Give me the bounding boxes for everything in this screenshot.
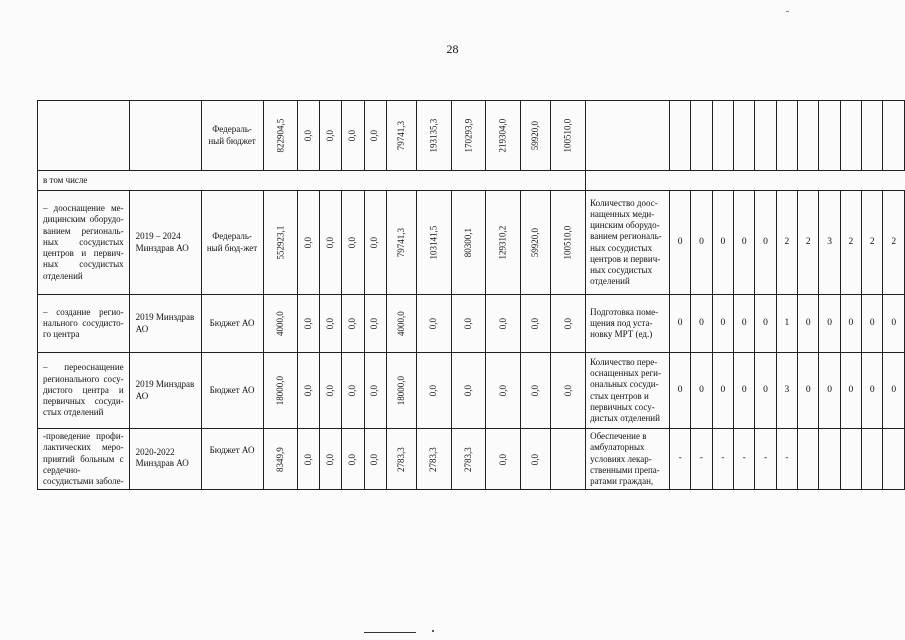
target-value — [734, 101, 755, 171]
funding-source: Федераль-ный бюд-жет — [201, 191, 263, 295]
target-value — [712, 101, 733, 171]
target-value: 0 — [691, 295, 712, 353]
funding-value — [342, 101, 364, 171]
section-label: в том числе — [38, 171, 586, 191]
target-value: 0 — [712, 353, 733, 429]
funding-value-text: 0,0 — [347, 384, 358, 397]
funding-value-text: 0,0 — [303, 236, 314, 249]
funding-value-text: 4000,0 — [395, 311, 406, 336]
funding-value — [320, 429, 342, 490]
funding-value-text: 80300,1 — [462, 227, 473, 258]
funding-value — [342, 191, 364, 295]
funding-value-text: 0,0 — [325, 317, 336, 330]
funding-value-text: 2783,3 — [462, 446, 473, 472]
table-row — [38, 171, 905, 191]
target-value — [883, 429, 905, 490]
funding-value — [551, 353, 586, 429]
target-value — [840, 101, 861, 171]
funding-value-text: 0,0 — [325, 129, 336, 142]
funding-value-text: 0,0 — [462, 317, 473, 330]
funding-value-text: 170293,9 — [462, 118, 473, 153]
funding-value-text: 59920,0 — [530, 120, 541, 151]
target-value: 0 — [883, 353, 905, 429]
target-value: 3 — [776, 353, 797, 429]
funding-value — [416, 191, 451, 295]
funding-value — [486, 353, 521, 429]
footer-mark — [432, 630, 434, 632]
target-value: 0 — [798, 353, 819, 429]
target-value — [862, 429, 883, 490]
target-value: 0 — [798, 295, 819, 353]
target-value: - — [712, 429, 733, 490]
funding-value — [451, 101, 486, 171]
target-value: 0 — [691, 353, 712, 429]
funding-value-text: 0,0 — [347, 453, 358, 465]
funding-value-text: 0,0 — [347, 317, 358, 330]
table-row — [38, 295, 905, 353]
target-value: 0 — [883, 295, 905, 353]
target-value: 3 — [819, 191, 840, 295]
target-value: 0 — [755, 353, 776, 429]
funding-value — [451, 353, 486, 429]
funding-value — [451, 429, 486, 490]
funding-value-text: 0,0 — [369, 453, 380, 465]
target-value — [691, 101, 712, 171]
target-value: 0 — [691, 191, 712, 295]
funding-value — [551, 429, 586, 490]
funding-value — [342, 353, 364, 429]
funding-value — [386, 429, 416, 490]
funding-value — [364, 353, 386, 429]
funding-value-text: 2783,3 — [428, 446, 439, 472]
target-value: 0 — [669, 191, 690, 295]
target-value: 0 — [862, 295, 883, 353]
funding-value-text: 0,0 — [369, 384, 380, 397]
funding-value-text: 129310,2 — [497, 225, 508, 260]
funding-value — [416, 101, 451, 171]
target-value: - — [669, 429, 690, 490]
funding-value — [551, 101, 586, 171]
activity-description: – создание регио-нального сосудисто-го центра — [38, 295, 130, 353]
funding-value — [486, 101, 521, 171]
funding-value-text: 4000,0 — [274, 311, 285, 336]
funding-value-text: 100510,0 — [562, 118, 573, 153]
funding-value — [263, 191, 298, 295]
target-value — [798, 429, 819, 490]
scan-mark — [786, 11, 789, 12]
indicator-description: Количество пере-оснащенных реги-ональных сосуди-стых центров и первичных сосу-дистых отделений — [586, 353, 670, 429]
funding-value — [551, 191, 586, 295]
funding-value-text: 0,0 — [530, 384, 541, 397]
target-value: - — [691, 429, 712, 490]
funding-value-text: 59920,0 — [530, 227, 541, 258]
funding-value — [521, 191, 551, 295]
target-value: 0 — [669, 295, 690, 353]
target-value: 0 — [734, 191, 755, 295]
funding-value-text: 219304,0 — [497, 118, 508, 153]
funding-value-text: 100510,0 — [562, 225, 573, 260]
funding-value — [320, 191, 342, 295]
activity-description: – дооснащение ме-дицинским оборудо-ванием региональ-ных сосудистых центров и первич-ных сосудистых отделений — [38, 191, 130, 295]
funding-value-text: 0,0 — [530, 317, 541, 330]
funding-value — [416, 429, 451, 490]
target-value: - — [755, 429, 776, 490]
target-value: 2 — [862, 191, 883, 295]
funding-value — [416, 295, 451, 353]
funding-value-text: 79741,3 — [395, 227, 406, 258]
funding-value-text: 0,0 — [497, 317, 508, 330]
table-row — [38, 191, 905, 295]
funding-value-text: 0,0 — [347, 236, 358, 249]
funding-value-text: 0,0 — [325, 384, 336, 397]
funding-value — [551, 295, 586, 353]
funding-value-text: 552923,1 — [274, 225, 285, 260]
target-value — [669, 101, 690, 171]
target-value: 1 — [776, 295, 797, 353]
target-value: 0 — [862, 353, 883, 429]
funding-value — [263, 101, 298, 171]
funding-value — [298, 191, 320, 295]
table-row — [38, 429, 905, 490]
funding-value — [486, 191, 521, 295]
funding-source: Федераль-ный бюджет — [201, 101, 263, 171]
funding-value — [386, 191, 416, 295]
target-value — [755, 101, 776, 171]
page-number: 28 — [446, 42, 459, 56]
activity-description: -проведение профи-лактических меро-приятий больным с сердечно-сосудистыми заболе- — [38, 429, 130, 490]
funding-value-text: 79741,3 — [395, 120, 406, 151]
period-executor: 2019 – 2024 Минздрав АО — [129, 191, 201, 295]
funding-value-text: 0,0 — [562, 317, 573, 330]
funding-value-text: 0,0 — [303, 129, 314, 142]
funding-value — [320, 295, 342, 353]
funding-value — [386, 295, 416, 353]
funding-value-text: 0,0 — [369, 317, 380, 330]
funding-value — [342, 295, 364, 353]
funding-value — [486, 429, 521, 490]
funding-value-text: 0,0 — [462, 384, 473, 397]
funding-value-text: 0,0 — [369, 236, 380, 249]
target-value: 0 — [669, 353, 690, 429]
activity-description: – переоснащение регионального сосу-дистого центра и первичных сосуди-стых отделений — [38, 353, 130, 429]
period-executor: 2019 Минздрав АО — [129, 295, 201, 353]
funding-value-text: 18000,0 — [274, 375, 285, 406]
empty-cell — [586, 171, 905, 191]
target-value: 0 — [712, 191, 733, 295]
funding-value — [416, 353, 451, 429]
funding-value-text: 0,0 — [369, 129, 380, 142]
target-value: 2 — [798, 191, 819, 295]
indicator-description: Подготовка поме-щения под уста-новку МРТ (ед.) — [586, 295, 670, 353]
target-value: 0 — [755, 295, 776, 353]
indicator-description: Количество доос-нащенных меди-цинским оборудо-ванием региональ-ных сосудистых центров и первич-ных сосудистых отделений — [586, 191, 670, 295]
table-row — [38, 353, 905, 429]
target-value — [862, 101, 883, 171]
funding-source: Бюджет АО — [201, 429, 263, 490]
target-value — [776, 101, 797, 171]
funding-value-text: 0,0 — [428, 317, 439, 330]
funding-value — [342, 429, 364, 490]
funding-value-text: 0,0 — [497, 453, 508, 465]
funding-value-text: 2783,3 — [395, 446, 406, 472]
indicator-description — [586, 101, 670, 171]
target-value — [798, 101, 819, 171]
funding-value — [451, 295, 486, 353]
target-value: 0 — [734, 295, 755, 353]
table-row — [38, 101, 905, 171]
funding-value-text: 0,0 — [303, 317, 314, 330]
funding-value-text: 193135,3 — [428, 118, 439, 153]
period-executor: 2019 Минздрав АО — [129, 353, 201, 429]
funding-value-text: 0,0 — [303, 384, 314, 397]
funding-value-text: 18000,0 — [395, 375, 406, 406]
period-executor: 2020-2022 Минздрав АО — [129, 429, 201, 490]
funding-value — [263, 295, 298, 353]
funding-value — [364, 191, 386, 295]
target-value: 0 — [819, 295, 840, 353]
target-value: - — [734, 429, 755, 490]
target-value: 0 — [819, 353, 840, 429]
funding-value — [386, 101, 416, 171]
funding-value — [364, 295, 386, 353]
target-value: 2 — [883, 191, 905, 295]
funding-source: Бюджет АО — [201, 353, 263, 429]
funding-value — [521, 429, 551, 490]
funding-value-text: 0,0 — [303, 453, 314, 465]
funding-value — [364, 101, 386, 171]
target-value: 0 — [734, 353, 755, 429]
indicator-description: Обеспечение в амбулаторных условиях лекар-ственными препа-ратами граждан, — [586, 429, 670, 490]
funding-source: Бюджет АО — [201, 295, 263, 353]
funding-value-text: 822904,5 — [274, 118, 285, 153]
target-value: 0 — [755, 191, 776, 295]
target-value: 0 — [712, 295, 733, 353]
target-value: 0 — [840, 295, 861, 353]
funding-value — [263, 353, 298, 429]
funding-value — [298, 101, 320, 171]
funding-value — [486, 295, 521, 353]
activity-description — [38, 101, 130, 171]
target-value: 2 — [840, 191, 861, 295]
funding-value — [521, 101, 551, 171]
funding-value-text: 0,0 — [325, 236, 336, 249]
funding-value — [521, 295, 551, 353]
funding-value-text: 0,0 — [562, 384, 573, 397]
funding-value-text: 0,0 — [497, 384, 508, 397]
funding-value — [320, 101, 342, 171]
funding-value — [263, 429, 298, 490]
target-value — [883, 101, 905, 171]
target-value — [819, 101, 840, 171]
funding-value — [320, 353, 342, 429]
target-value: - — [776, 429, 797, 490]
funding-value-text: 0,0 — [325, 453, 336, 465]
target-value: 2 — [776, 191, 797, 295]
period-executor — [129, 101, 201, 171]
target-value — [819, 429, 840, 490]
funding-value — [386, 353, 416, 429]
funding-value — [521, 353, 551, 429]
funding-value-text: 8349,9 — [274, 446, 285, 472]
funding-value — [298, 295, 320, 353]
funding-value — [364, 429, 386, 490]
funding-value-text: 0,0 — [347, 129, 358, 142]
funding-value-text: 0,0 — [530, 453, 541, 465]
target-value — [840, 429, 861, 490]
footer-rule — [364, 632, 416, 633]
target-value: 0 — [840, 353, 861, 429]
program-table — [37, 100, 905, 490]
funding-value — [451, 191, 486, 295]
funding-value — [298, 429, 320, 490]
funding-value — [298, 353, 320, 429]
funding-value-text: 0,0 — [428, 384, 439, 397]
funding-value-text: 103141,5 — [428, 225, 439, 260]
